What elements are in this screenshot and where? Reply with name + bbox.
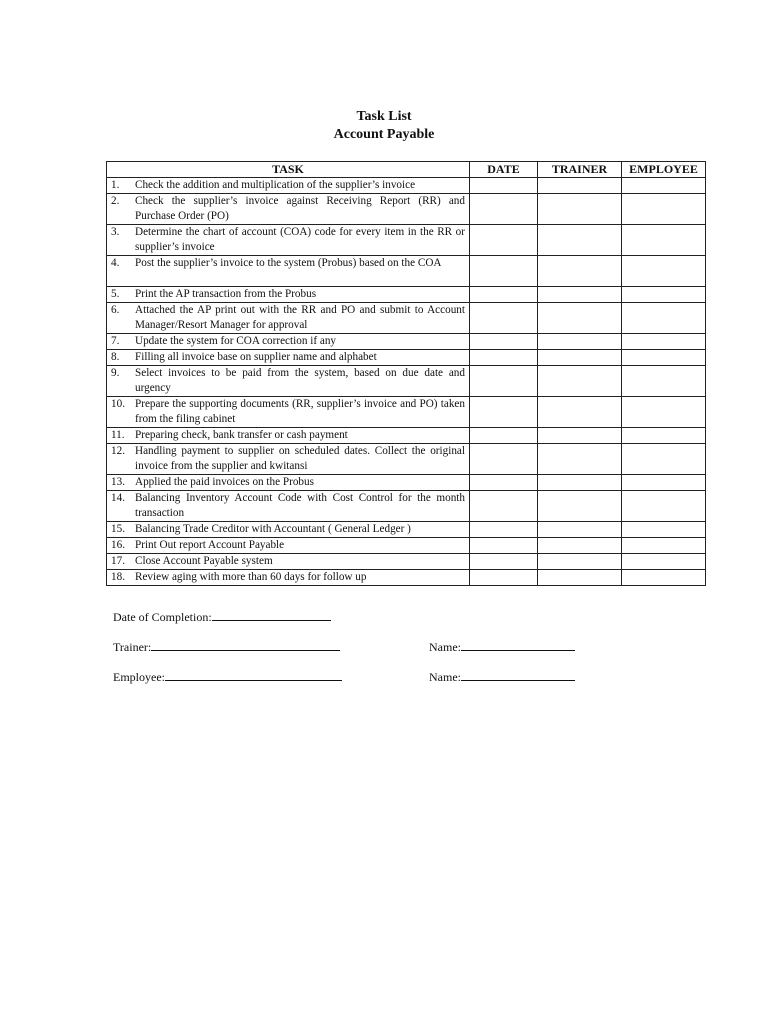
task-table-body — [107, 178, 706, 586]
column-header-task: TASK — [107, 162, 470, 178]
employee-cell[interactable] — [622, 333, 706, 349]
task-cell — [107, 553, 470, 569]
task-cell — [107, 194, 470, 225]
table-row — [107, 302, 706, 333]
task-number: 17. — [111, 554, 125, 567]
trainer-name-label: Name: — [429, 640, 461, 654]
table-row — [107, 443, 706, 474]
employee-cell[interactable] — [622, 256, 706, 287]
table-row — [107, 553, 706, 569]
table-header-row — [107, 162, 706, 178]
date-cell[interactable] — [470, 521, 538, 537]
task-number: 11. — [111, 428, 125, 441]
table-row — [107, 178, 706, 194]
task-description: Balancing Inventory Account Code with Cost Control for the month transaction — [135, 491, 465, 519]
task-description: Handling payment to supplier on scheduled dates. Collect the original invoice from the supplier and kwitansi — [135, 444, 465, 472]
trainer-cell[interactable] — [538, 427, 622, 443]
trainer-cell[interactable] — [538, 521, 622, 537]
task-description: Determine the chart of account (COA) code for every item in the RR or supplier’s invoice — [135, 226, 465, 253]
table-row — [107, 225, 706, 256]
date-cell[interactable] — [470, 194, 538, 225]
trainer-name-field — [429, 638, 575, 655]
trainer-cell[interactable] — [538, 365, 622, 396]
date-of-completion-field — [113, 608, 331, 625]
date-cell[interactable] — [470, 365, 538, 396]
employee-cell[interactable] — [622, 537, 706, 553]
task-cell — [107, 178, 470, 194]
task-number: 14. — [111, 491, 125, 504]
task-cell — [107, 443, 470, 474]
date-cell[interactable] — [470, 553, 538, 569]
table-row — [107, 333, 706, 349]
table-row — [107, 396, 706, 427]
task-number: 18. — [111, 570, 125, 583]
task-description: Prepare the supporting documents (RR, supplier’s invoice and PO) taken from the filing cabinet — [135, 397, 465, 425]
date-cell[interactable] — [470, 225, 538, 256]
trainer-cell[interactable] — [538, 178, 622, 194]
column-header-date: DATE — [470, 162, 538, 178]
trainer-cell[interactable] — [538, 286, 622, 302]
date-cell[interactable] — [470, 286, 538, 302]
task-cell — [107, 474, 470, 490]
task-number: 6. — [111, 303, 120, 316]
trainer-cell[interactable] — [538, 194, 622, 225]
table-row — [107, 256, 706, 287]
employee-cell[interactable] — [622, 349, 706, 365]
employee-name-field — [429, 668, 575, 685]
trainer-cell[interactable] — [538, 537, 622, 553]
date-cell[interactable] — [470, 256, 538, 287]
employee-cell[interactable] — [622, 427, 706, 443]
task-cell — [107, 427, 470, 443]
trainer-cell[interactable] — [538, 225, 622, 256]
employee-signature-line — [165, 668, 342, 681]
task-cell — [107, 537, 470, 553]
trainer-signature-label: Trainer: — [113, 640, 152, 654]
table-row — [107, 349, 706, 365]
table-row — [107, 365, 706, 396]
date-cell[interactable] — [470, 474, 538, 490]
task-cell — [107, 302, 470, 333]
employee-cell[interactable] — [622, 225, 706, 256]
task-cell — [107, 521, 470, 537]
task-cell — [107, 286, 470, 302]
employee-cell[interactable] — [622, 569, 706, 585]
table-row — [107, 521, 706, 537]
task-number: 12. — [111, 444, 125, 457]
column-header-employee: EMPLOYEE — [622, 162, 706, 178]
task-description: Print the AP transaction from the Probus — [135, 287, 317, 300]
task-description: Check the addition and multiplication of the supplier’s invoice — [135, 179, 416, 191]
table-row — [107, 194, 706, 225]
date-cell[interactable] — [470, 490, 538, 521]
date-cell[interactable] — [470, 302, 538, 333]
document-title: Task List — [356, 109, 412, 124]
date-cell[interactable] — [470, 349, 538, 365]
task-number: 15. — [111, 522, 125, 535]
employee-cell[interactable] — [622, 302, 706, 333]
task-cell — [107, 365, 470, 396]
task-table — [106, 161, 706, 586]
employee-cell[interactable] — [622, 286, 706, 302]
task-cell — [107, 256, 470, 287]
employee-signature-field — [113, 668, 342, 685]
table-row — [107, 427, 706, 443]
task-cell — [107, 569, 470, 585]
task-description: Filling all invoice base on supplier name and alphabet — [135, 350, 377, 363]
task-description: Update the system for COA correction if any — [135, 334, 337, 347]
task-description: Post the supplier’s invoice to the system (Probus) based on the COA — [135, 257, 442, 269]
task-description: Close Account Payable system — [135, 554, 273, 567]
task-description: Select invoices to be paid from the system, based on due date and urgency — [135, 366, 465, 394]
employee-cell[interactable] — [622, 178, 706, 194]
table-row — [107, 537, 706, 553]
trainer-cell[interactable] — [538, 474, 622, 490]
table-row — [107, 490, 706, 521]
trainer-name-line — [461, 638, 575, 651]
task-number: 3. — [111, 226, 120, 238]
trainer-cell[interactable] — [538, 396, 622, 427]
task-description: Balancing Trade Creditor with Accountant ( General Ledger ) — [135, 522, 411, 535]
task-description: Print Out report Account Payable — [135, 538, 285, 551]
employee-cell[interactable] — [622, 490, 706, 521]
task-number: 9. — [111, 366, 120, 379]
table-row — [107, 474, 706, 490]
task-cell — [107, 349, 470, 365]
employee-cell[interactable] — [622, 194, 706, 225]
task-number: 1. — [111, 179, 120, 191]
document-subtitle: Account Payable — [333, 127, 435, 142]
trainer-cell[interactable] — [538, 490, 622, 521]
task-number: 10. — [111, 397, 125, 410]
employee-cell[interactable] — [622, 474, 706, 490]
task-description: Attached the AP print out with the RR and PO and submit to Account Manager/Resort Manager for approval — [135, 303, 465, 331]
trainer-cell[interactable] — [538, 333, 622, 349]
task-description: Review aging with more than 60 days for follow up — [135, 570, 367, 583]
date-cell[interactable] — [470, 443, 538, 474]
task-number: 8. — [111, 350, 120, 363]
date-cell[interactable] — [470, 396, 538, 427]
trainer-cell[interactable] — [538, 349, 622, 365]
trainer-cell[interactable] — [538, 569, 622, 585]
task-cell — [107, 490, 470, 521]
trainer-signature-field — [113, 638, 340, 655]
employee-cell[interactable] — [622, 365, 706, 396]
employee-cell[interactable] — [622, 396, 706, 427]
trainer-cell[interactable] — [538, 443, 622, 474]
task-number: 16. — [111, 538, 125, 551]
column-header-trainer: TRAINER — [538, 162, 622, 178]
task-cell — [107, 396, 470, 427]
date-cell[interactable] — [470, 569, 538, 585]
trainer-cell[interactable] — [538, 256, 622, 287]
employee-name-label: Name: — [429, 670, 461, 684]
employee-cell[interactable] — [622, 521, 706, 537]
task-cell — [107, 225, 470, 256]
task-description: Preparing check, bank transfer or cash payment — [135, 428, 348, 441]
employee-cell[interactable] — [622, 553, 706, 569]
employee-name-line — [461, 668, 575, 681]
employee-signature-label: Employee: — [113, 670, 165, 684]
task-description: Check the supplier’s invoice against Receiving Report (RR) and Purchase Order (PO) — [135, 195, 465, 222]
task-number: 2. — [111, 195, 120, 207]
trainer-cell[interactable] — [538, 302, 622, 333]
trainer-signature-line — [151, 638, 340, 651]
employee-cell[interactable] — [622, 443, 706, 474]
task-description: Applied the paid invoices on the Probus — [135, 475, 314, 488]
task-number: 7. — [111, 334, 120, 347]
date-of-completion-line — [212, 608, 331, 621]
task-cell — [107, 333, 470, 349]
date-cell[interactable] — [470, 427, 538, 443]
trainer-cell[interactable] — [538, 553, 622, 569]
task-number: 4. — [111, 257, 120, 269]
table-row — [107, 569, 706, 585]
date-cell[interactable] — [470, 333, 538, 349]
date-of-completion-label: Date of Completion: — [113, 610, 212, 624]
date-cell[interactable] — [470, 178, 538, 194]
table-row — [107, 286, 706, 302]
task-number: 5. — [111, 287, 120, 300]
task-number: 13. — [111, 475, 125, 488]
date-cell[interactable] — [470, 537, 538, 553]
